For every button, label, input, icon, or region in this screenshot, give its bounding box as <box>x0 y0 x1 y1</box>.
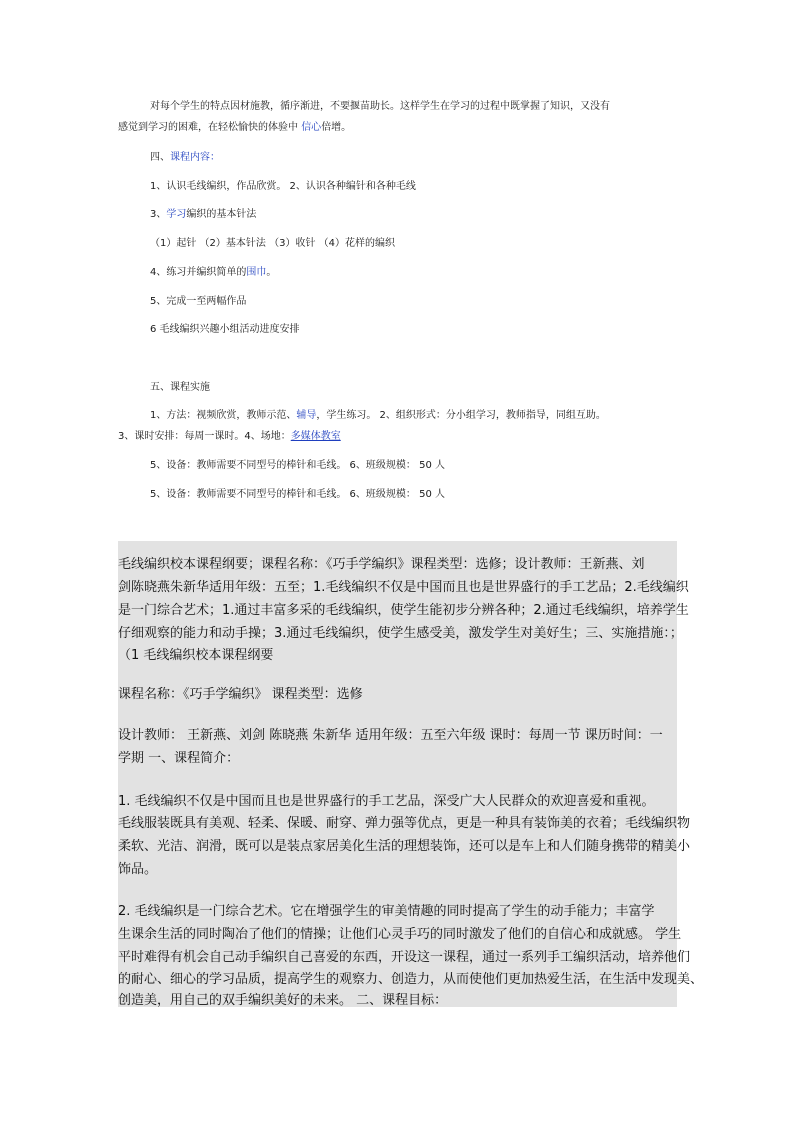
section-heading-implementation: 五、课程实施 <box>150 382 210 393</box>
confidence-link[interactable]: 信心 <box>301 122 322 133</box>
teachers-line: 学期 一、课程简介： <box>118 751 240 766</box>
intro-paragraph-1-line: 饰品。 <box>118 862 158 877</box>
study-link[interactable]: 学习 <box>166 209 187 220</box>
intro-paragraph-1-line: 柔软、光洁、润滑，既可以是装点家居美化生活的理想装饰，还可以是车上和人们随身携带的精美小 <box>118 839 691 854</box>
intro-paragraph-2-line: 生课余生活的同时陶冶了他们的情操；让他们心灵手巧的同时激发了他们的自信心和成就感。 学生 <box>118 927 682 942</box>
guidance-link[interactable]: 辅导 <box>296 410 317 421</box>
intro-paragraph-1-line: 毛线服装既具有美观、轻柔、保暖、耐穿、弹力强等优点，更是一种具有装饰美的衣着；毛线编织物 <box>118 816 691 831</box>
paragraph-line: 对每个学生的特点因材施教，循序渐进，不要揠苗助长。这样学生在学习的过程中既掌握了知识，又没有 <box>150 101 610 112</box>
content-item-3 <box>150 208 256 222</box>
section-heading-course-content <box>150 151 220 165</box>
summary-line: 毛线编织校本课程纲要；课程名称：《巧手学编织》课程类型：选修；设计教师：王新燕、刘 <box>118 557 645 572</box>
intro-paragraph-2-line: 创造美，用自己的双手编织美好的未来。 二、课程目标： <box>118 993 448 1008</box>
teachers-line: 设计教师： 王新燕、刘剑 陈晓燕 朱新华 适用年级：五至六年级 课时：每周一节 课历时间：一 <box>118 728 663 743</box>
summary-line: 仔细观察的能力和动手操；3.通过毛线编织，使学生感受美，激发学生对美好生；三、实施措施：； <box>118 626 683 641</box>
summary-line: （1 毛线编织校本课程纲要 <box>118 648 274 663</box>
implementation-line-1 <box>150 409 606 423</box>
paragraph-text: 倍增。 <box>321 122 352 133</box>
item-prefix: 3、 <box>150 209 167 220</box>
content-item-6: 6 毛线编织兴趣小组活动进度安排 <box>150 324 300 335</box>
content-item-4 <box>150 266 276 280</box>
content-item-1: 1、认识毛线编织，作品欣赏。 2、认识各种编针和各种毛线 <box>150 181 416 192</box>
course-content-link[interactable]: 课程内容： <box>170 152 220 163</box>
equipment-line: 5、设备：教师需要不同型号的棒针和毛线。 6、班级规模： 50 人 <box>150 489 445 500</box>
summary-line: 是一门综合艺术；1.通过丰富多采的毛线编织，使学生能初步分辨各种；2.通过毛线编织，培养学生 <box>118 603 689 618</box>
summary-line: 剑陈晓燕朱新华适用年级：五至；1.毛线编织不仅是中国而且也是世界盛行的手工艺品；2.毛线编织 <box>118 580 689 595</box>
course-name-line: 课程名称：《巧手学编织》 课程类型：选修 <box>118 687 363 702</box>
implementation-line-2 <box>118 430 341 444</box>
multimedia-classroom-link[interactable]: 多媒体教室 <box>290 431 341 442</box>
heading-prefix: 四、 <box>150 152 170 163</box>
course-outline-block <box>118 541 704 1008</box>
intro-paragraph-2-line: 的耐心、细心的学习品质，提高学生的观察力、创造力，从而使他们更加热爱生活，在生活中发现美、 <box>118 972 704 987</box>
item-text: 。 <box>266 267 277 278</box>
content-item-5: 5、完成一至两幅作品 <box>150 296 247 307</box>
upper-document-section <box>0 0 794 520</box>
intro-paragraph-2-line: 平时难得有机会自己动手编织自己喜爱的东西，开设这一课程，通过一系列手工编织活动，培养他们 <box>118 950 691 965</box>
scarf-link[interactable]: 围巾 <box>246 267 267 278</box>
intro-paragraph-1-line: 1. 毛线编织不仅是中国而且也是世界盛行的手工艺品，深受广大人民群众的欢迎喜爱和重视。 <box>118 794 655 809</box>
impl-text: ，学生练习。 2、组织形式：分小组学习，教师指导，同组互助。 <box>316 410 606 421</box>
intro-paragraph-2-line: 2. 毛线编织是一门综合艺术。它在增强学生的审美情趣的同时提高了学生的动手能力；丰富学 <box>118 904 655 919</box>
equipment-line: 5、设备：教师需要不同型号的棒针和毛线。 6、班级规模： 50 人 <box>150 460 445 471</box>
impl-text: 3、课时安排：每周一课时。4、场地： <box>118 431 291 442</box>
paragraph-text: 感觉到学习的困难，在轻松愉快的体验中 <box>118 122 302 133</box>
impl-text: 1、方法：视频欣赏，教师示范、 <box>150 410 297 421</box>
paragraph-line <box>118 121 351 135</box>
content-item-3-sub: （1）起针 （2）基本针法 （3）收针 （4）花样的编织 <box>150 238 395 249</box>
item-suffix: 编织的基本针法 <box>186 209 257 220</box>
item-text: 4、练习并编织简单的 <box>150 267 247 278</box>
